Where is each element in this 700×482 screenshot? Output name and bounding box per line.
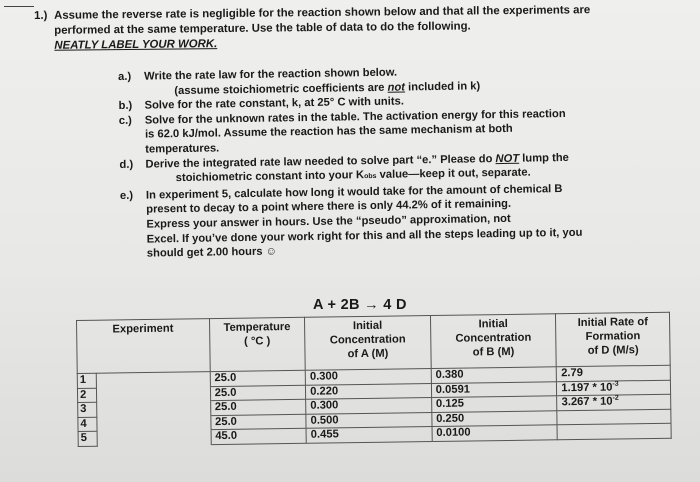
question-block xyxy=(34,2,674,54)
header-conc-b: Initial Concentration of B (M) xyxy=(430,314,556,369)
question-line-1: Assume the reverse rate is negligible for the reaction shown below and that all the experiments are xyxy=(54,4,591,22)
question-line-3: NEATLY LABEL YOUR WORK. xyxy=(54,38,218,52)
data-table xyxy=(76,312,672,447)
table-header-row xyxy=(77,312,671,373)
cell-experiment: 3 xyxy=(78,402,97,417)
cell-rate: $3.267 * 10^{-2}$ xyxy=(557,394,671,410)
cell-experiment: 1 xyxy=(77,373,96,388)
cell-rate xyxy=(557,423,671,439)
cell-conc-a: 0.300 xyxy=(306,398,432,414)
cell-temperature: 25.0 xyxy=(210,399,306,415)
question-line-2: performed at the same temperature. Use the table of data to do the following. xyxy=(54,20,471,37)
cell-temperature: 45.0 xyxy=(211,428,307,444)
cell-conc-a: 0.455 xyxy=(306,427,432,443)
top-rule xyxy=(4,6,34,7)
cell-conc-b: 0.380 xyxy=(431,367,557,383)
reaction-equation: A + 2B → 4 D xyxy=(313,297,407,313)
cell-conc-a: 0.500 xyxy=(306,412,432,428)
header-experiment: Experiment xyxy=(77,319,210,374)
part-c: c.) Solve for the unknown rates in the table. The activation energy for this reaction is 62.0 kJ/mol. Assume the reaction has the same mechanism at both temperatures. xyxy=(118,107,566,156)
cell-temperature: 25.0 xyxy=(210,385,306,401)
cell-conc-b: 0.250 xyxy=(432,410,558,426)
cell-conc-a: 0.300 xyxy=(305,369,431,385)
header-temperature: Temperature ( °C ) xyxy=(209,317,305,371)
cell-conc-b: 0.0100 xyxy=(432,425,558,441)
header-conc-a: Initial Concentration of A (M) xyxy=(305,316,431,371)
part-b: b.) Solve for the rate constant, k, at 25° C with units. xyxy=(118,95,404,113)
kobs-symbol: Kobs xyxy=(355,169,377,182)
cell-conc-b: 0.0591 xyxy=(431,381,557,397)
part-d: d.) Derive the integrated rate law needed to solve part “e.” Please do NOT lump the stoichiometric constant into your Kobs value—keep it out, separate. xyxy=(119,151,569,185)
cell-experiment: 2 xyxy=(77,388,96,403)
cell-rate: $1.197 * 10^{-3}$ xyxy=(557,380,671,396)
header-rate: Initial Rate of Formation of D (M/s) xyxy=(556,312,670,367)
cell-conc-b: 0.125 xyxy=(431,396,557,412)
question-number: 1.) xyxy=(34,9,48,22)
cell-experiment: 4 xyxy=(78,417,97,432)
cell-conc-a: 0.220 xyxy=(306,383,432,399)
cell-rate: 2.79 xyxy=(557,365,671,381)
cell-temperature: 25.0 xyxy=(210,370,306,386)
part-e: e.) In experiment 5, calculate how long it would take for the amount of chemical B present to decay to a point where there is only 44.2% of it remaining. Express your answer in hours. Use the “pseudo” approximation, not Excel. If you’ve done your work right for this and all the steps leading up to it, you should get 2.00 hours ☺ xyxy=(119,182,583,260)
cell-rate xyxy=(557,409,671,425)
part-a: a.) Write the rate law for the reaction shown below. (assume stoichiometric coefficients are not included in k) xyxy=(118,61,678,99)
parts-list xyxy=(118,61,681,261)
cell-experiment: 5 xyxy=(78,431,97,446)
cell-temperature: 25.0 xyxy=(210,414,306,430)
part-a-note: (assume stoichiometric coefficients are not included in k) xyxy=(174,79,481,97)
